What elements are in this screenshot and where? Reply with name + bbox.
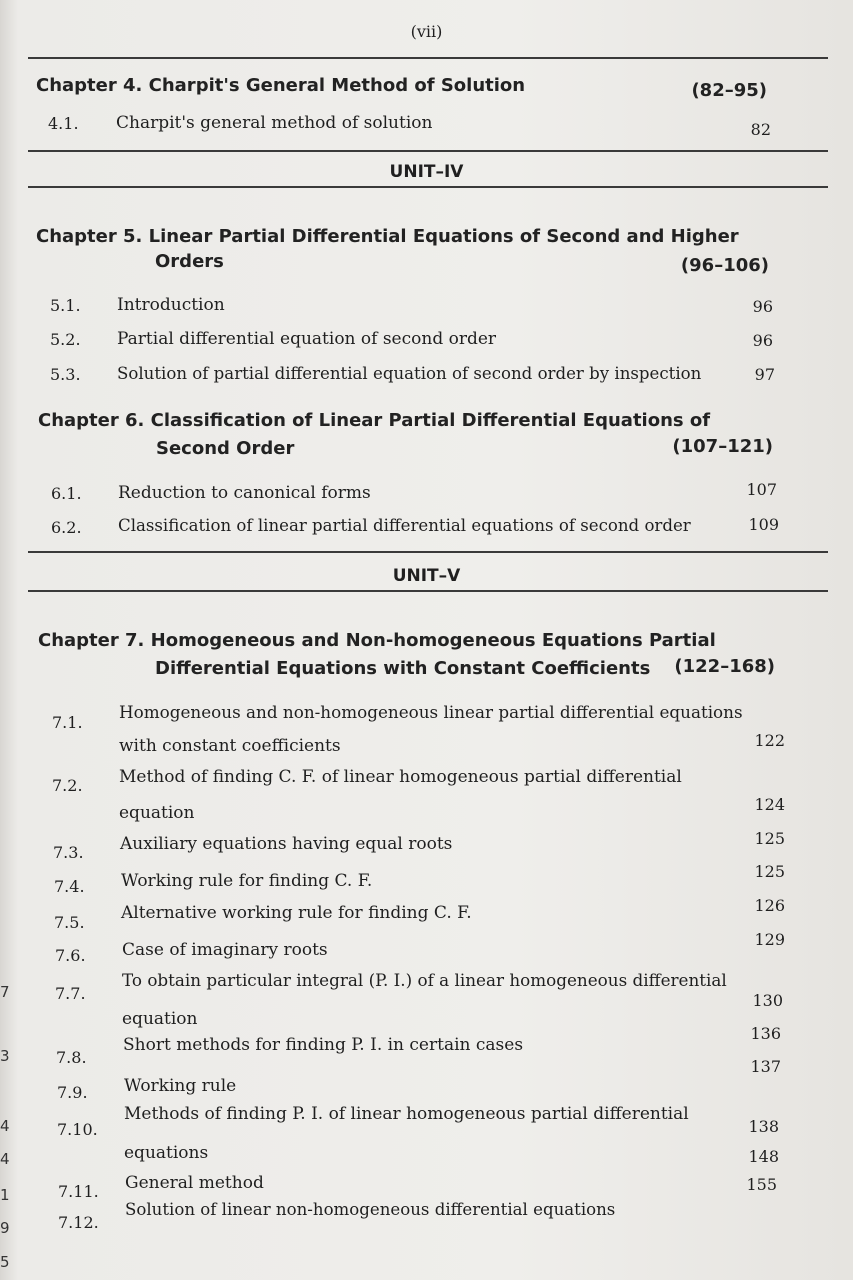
entry-page: 109	[748, 515, 779, 534]
rule-unit5-bottom	[28, 590, 828, 592]
entry-page: 138	[748, 1117, 779, 1136]
entry-text: Classification of linear partial differential equations of second order	[118, 516, 691, 535]
rule-unit4-top	[28, 150, 828, 152]
margin-digit: 7	[0, 983, 10, 1001]
entry-num: 7.7.	[55, 984, 86, 1003]
chapter-7-range: (122–168)	[674, 656, 775, 677]
entry-num: 7.8.	[56, 1048, 87, 1067]
entry-num: 4.1.	[48, 114, 79, 133]
entry-num: 5.2.	[50, 330, 81, 349]
entry-num: 7.5.	[54, 913, 85, 932]
entry-text-line2: equation	[119, 803, 195, 823]
entry-page: 136	[750, 1024, 781, 1043]
unit-5-heading: UNIT–V	[392, 566, 461, 586]
entry-page: 125	[754, 829, 785, 848]
entry-text: Solution of linear non-homogeneous differential equations	[125, 1200, 616, 1219]
entry-text-line1: To obtain particular integral (P. I.) of a linear homogeneous differential	[122, 970, 727, 990]
entry-page: 155	[746, 1175, 777, 1194]
chapter-6-title-line2: Second Order	[156, 438, 295, 459]
margin-digit: 3	[0, 1047, 10, 1065]
entry-page: 126	[754, 896, 785, 915]
margin-digit: 5	[0, 1253, 10, 1271]
entry-page: 130	[752, 991, 783, 1010]
margin-digit: 4	[0, 1150, 10, 1168]
entry-num: 7.1.	[52, 713, 83, 732]
entry-page: 82	[750, 120, 771, 139]
entry-page: 107	[746, 480, 777, 499]
entry-text-line2: equation	[122, 1009, 198, 1029]
entry-num: 7.12.	[58, 1213, 99, 1232]
chapter-5-title-line1: Chapter 5. Linear Partial Differential Equations of Second and Higher	[36, 226, 739, 247]
chapter-5-range: (96–106)	[680, 255, 769, 276]
entry-page: 137	[750, 1057, 781, 1076]
entry-num: 7.2.	[52, 776, 83, 795]
entry-num: 5.3.	[50, 365, 81, 384]
chapter-7-title-line1: Chapter 7. Homogeneous and Non-homogeneous Equations Partial	[38, 630, 716, 651]
page-number-roman: (vii)	[410, 22, 443, 41]
entry-page: 129	[754, 930, 785, 949]
entry-num: 5.1.	[50, 296, 81, 315]
unit-4-heading: UNIT–IV	[389, 162, 464, 182]
entry-page: 148	[748, 1147, 779, 1166]
entry-num: 7.11.	[58, 1182, 99, 1201]
entry-num: 7.3.	[53, 843, 84, 862]
entry-text: Alternative working rule for finding C. F.	[121, 903, 472, 923]
chapter-5-title-line2: Orders	[155, 251, 224, 272]
entry-page: 97	[754, 365, 775, 384]
chapter-7-title-line2: Differential Equations with Constant Coefficients	[155, 658, 651, 679]
entry-text-line1: Method of finding C. F. of linear homogeneous partial differential	[119, 767, 682, 787]
chapter-4-range: (82–95)	[691, 80, 767, 101]
entry-text-line2: equations	[124, 1143, 209, 1163]
entry-text-line2: with constant coefficients	[119, 736, 341, 756]
rule-top	[28, 57, 828, 59]
margin-digit: 9	[0, 1219, 10, 1237]
chapter-6-title-line1: Chapter 6. Classification of Linear Partial Differential Equations of	[38, 410, 711, 431]
margin-digit: 4	[0, 1117, 10, 1135]
entry-num: 6.1.	[51, 484, 82, 503]
entry-num: 6.2.	[51, 518, 82, 537]
chapter-6-range: (107–121)	[672, 436, 773, 457]
entry-num: 7.9.	[57, 1083, 88, 1102]
entry-page: 125	[754, 862, 785, 881]
entry-num: 7.10.	[57, 1120, 98, 1139]
chapter-4-title: Chapter 4. Charpit's General Method of Solution	[36, 75, 526, 96]
entry-page: 124	[754, 795, 785, 814]
margin-digit: 1	[0, 1186, 10, 1204]
entry-text: Working rule for finding C. F.	[121, 871, 373, 891]
entry-text: Partial differential equation of second order	[117, 329, 497, 349]
entry-text: Auxiliary equations having equal roots	[120, 834, 453, 854]
rule-unit5-top	[28, 551, 828, 553]
entry-text: Case of imaginary roots	[122, 940, 328, 960]
entry-text: Solution of partial differential equation of second order by inspection	[117, 364, 702, 383]
entry-text: Charpit's general method of solution	[116, 113, 433, 133]
entry-num: 7.4.	[54, 877, 85, 896]
entry-text: Introduction	[117, 295, 225, 315]
entry-page: 96	[752, 297, 773, 316]
entry-text: Short methods for finding P. I. in certain cases	[123, 1035, 524, 1055]
entry-page: 122	[754, 731, 785, 750]
entry-text: Working rule	[124, 1076, 237, 1096]
entry-text: General method	[125, 1173, 264, 1193]
entry-text-line1: Methods of finding P. I. of linear homogeneous partial differential	[124, 1104, 689, 1124]
entry-text: Reduction to canonical forms	[118, 483, 371, 503]
entry-page: 96	[752, 331, 773, 350]
entry-text-line1: Homogeneous and non-homogeneous linear partial differential equations	[119, 702, 743, 722]
rule-unit4-bottom	[28, 186, 828, 188]
entry-num: 7.6.	[55, 946, 86, 965]
